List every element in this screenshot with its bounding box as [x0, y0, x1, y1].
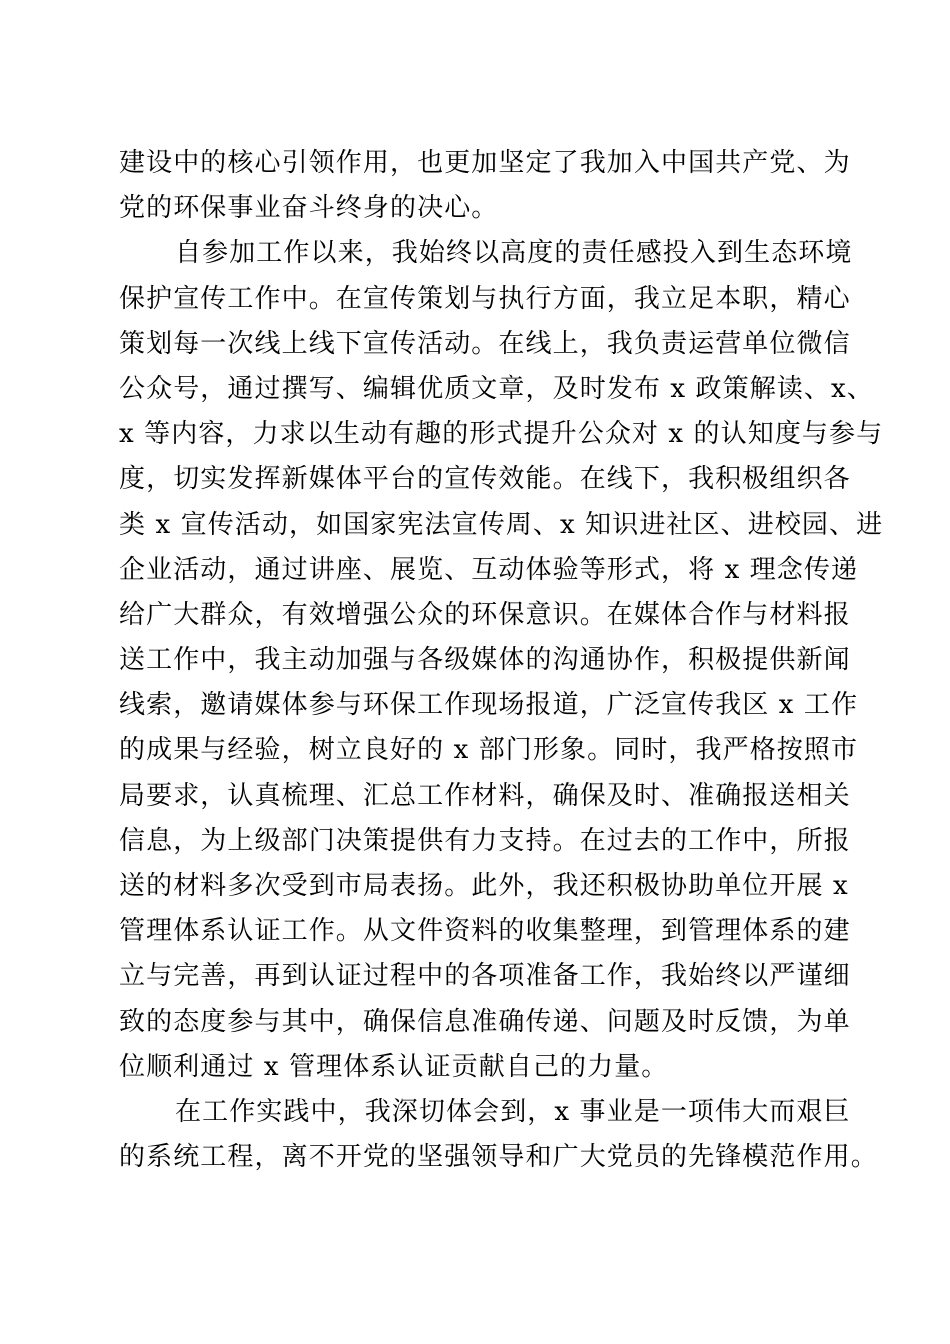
- paragraph-2: [119, 231, 884, 1090]
- text-line: [119, 1090, 851, 1135]
- text-line: 公众号，通过撰写、编辑优质文章，及时发布 x 政策解读、x、: [119, 373, 874, 404]
- text-line: 位顺利通过 x 管理体系认证贡献自己的力量。: [119, 1051, 669, 1082]
- text-line-content: 在工作实践中，我深切体会到，x 事业是一项伟大而艰巨: [175, 1096, 851, 1127]
- text-line: 的成果与经验，树立良好的 x 部门形象。同时，我严格按照市: [119, 735, 859, 766]
- text-line: 保护宣传工作中。在宣传策划与执行方面，我立足本职，精心: [119, 283, 851, 314]
- body-text: [119, 141, 884, 1180]
- text-line: 党的环保事业奋斗终身的决心。: [119, 193, 499, 224]
- text-line: 局要求，认真梳理、汇总工作材料，确保及时、准确报送相关: [119, 780, 851, 811]
- text-line: x 等内容，力求以生动有趣的形式提升公众对 x 的认知度与参与: [119, 419, 884, 450]
- paragraph-1: [119, 141, 851, 231]
- text-line: 度，切实发挥新媒体平台的宣传效能。在线下，我积极组织各: [119, 464, 851, 495]
- text-line: 类 x 宣传活动，如国家宪法宣传周、x 知识进社区、进校园、进: [119, 509, 884, 540]
- paragraph-3: [119, 1090, 878, 1180]
- text-line: 信息，为上级部门决策提供有力支持。在过去的工作中，所报: [119, 825, 851, 856]
- text-line: [119, 231, 853, 276]
- text-line: 给广大群众，有效增强公众的环保意识。在媒体合作与材料报: [119, 599, 851, 630]
- text-line: 管理体系认证工作。从文件资料的收集整理，到管理体系的建: [119, 916, 851, 947]
- text-line: 线索，邀请媒体参与环保工作现场报道，广泛宣传我区 x 工作: [119, 690, 859, 721]
- text-line: 送的材料多次受到市局表扬。此外，我还积极协助单位开展 x: [119, 871, 849, 901]
- text-line: 建设中的核心引领作用，也更加坚定了我加入中国共产党、为: [119, 148, 851, 178]
- text-line: 企业活动，通过讲座、展览、互动体验等形式，将 x 理念传递: [119, 554, 859, 585]
- text-line: 致的态度参与其中，确保信息准确传递、问题及时反馈，为单: [119, 1006, 851, 1037]
- text-line: 策划每一次线上线下宣传活动。在线上，我负责运营单位微信: [119, 328, 851, 359]
- text-line: 立与完善，再到认证过程中的各项准备工作，我始终以严谨细: [119, 961, 851, 992]
- text-line: 送工作中，我主动加强与各级媒体的沟通协作，积极提供新闻: [119, 645, 851, 676]
- text-line-content: 自参加工作以来，我始终以高度的责任感投入到生态环境: [175, 238, 853, 269]
- text-line: 的系统工程，离不开党的坚强领导和广大党员的先锋模范作用。: [119, 1142, 878, 1173]
